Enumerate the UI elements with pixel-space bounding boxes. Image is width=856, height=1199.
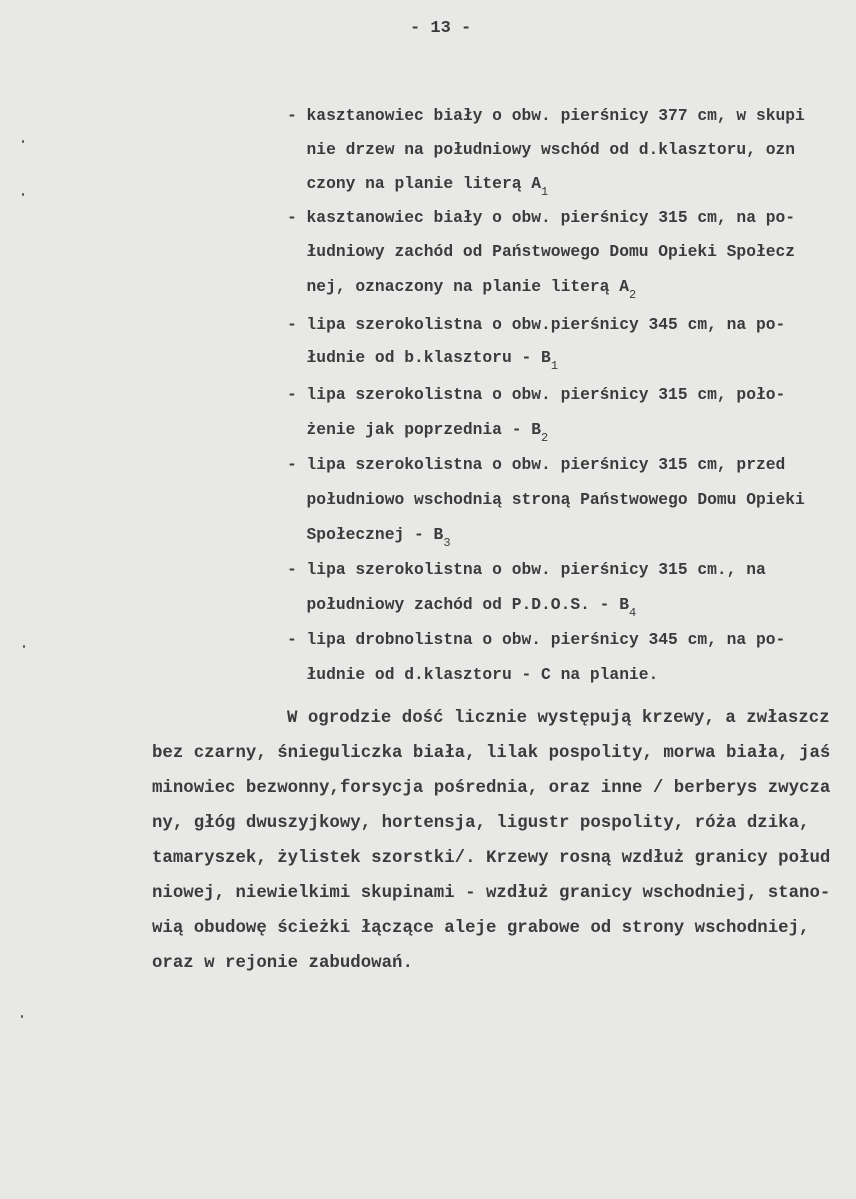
list-line: - lipa szerokolistna o obw. pierśnicy 315 cm, poło- bbox=[287, 385, 786, 404]
list-line: nie drzew na południowy wschód od d.klasztoru, ozn bbox=[287, 140, 796, 159]
list-line: południowo wschodnią stroną Państwowego Domu Opieki bbox=[287, 490, 805, 509]
list-line-text: Społecznej - B bbox=[287, 525, 444, 544]
list-line bbox=[287, 595, 637, 620]
list-line-text: południowy zachód od P.D.O.S. - B bbox=[287, 595, 629, 614]
margin-mark bbox=[22, 140, 24, 143]
subscript: 2 bbox=[628, 288, 637, 302]
list-line bbox=[287, 277, 637, 302]
margin-mark bbox=[21, 1015, 23, 1018]
list-line bbox=[287, 420, 549, 445]
margin-mark bbox=[23, 645, 25, 648]
list-line: łudniowy zachód od Państwowego Domu Opieki Społecz bbox=[287, 242, 796, 261]
subscript: 2 bbox=[541, 431, 549, 445]
subscript: 3 bbox=[443, 536, 451, 550]
list-line bbox=[287, 525, 451, 550]
list-line: - lipa szerokolistna o obw. pierśnicy 315 cm., na bbox=[287, 560, 766, 579]
list-line-text: żenie jak poprzednia - B bbox=[287, 420, 542, 439]
list-line bbox=[287, 174, 549, 199]
list-line: - lipa szerokolistna o obw. pierśnicy 315 cm, przed bbox=[287, 455, 786, 474]
list-line: - lipa drobnolistna o obw. pierśnicy 345 cm, na po- bbox=[287, 630, 786, 649]
margin-mark bbox=[22, 193, 24, 196]
paragraph-line: W ogrodzie dość licznie występują krzewy, a zwłaszcz bbox=[287, 709, 830, 728]
subscript: 1 bbox=[541, 185, 549, 199]
list-line: łudnie od d.klasztoru - C na planie. bbox=[287, 665, 659, 684]
list-line bbox=[287, 348, 559, 373]
list-line-text: nej, oznaczony na planie literą A bbox=[287, 277, 629, 296]
paragraph-line: ny, głóg dwuszyjkowy, hortensja, ligustr pospolity, róża dzika, bbox=[152, 814, 810, 833]
paragraph-line: wią obudowę ścieżki łączące aleje grabowe od strony wschodniej, bbox=[152, 919, 810, 938]
list-line: - kasztanowiec biały o obw. pierśnicy 315 cm, na po- bbox=[287, 208, 796, 227]
list-line: - kasztanowiec biały o obw. pierśnicy 377 cm, w skupi bbox=[287, 106, 805, 125]
paragraph-line: tamaryszek, żylistek szorstki/. Krzewy rosną wzdłuż granicy połud bbox=[152, 849, 831, 868]
list-line: - lipa szerokolistna o obw.pierśnicy 345 cm, na po- bbox=[287, 315, 786, 334]
list-line-text: czony na planie literą A bbox=[287, 174, 542, 193]
paragraph-line: minowiec bezwonny,forsycja pośrednia, oraz inne / berberys zwycza bbox=[152, 779, 831, 798]
page-number: - 13 - bbox=[410, 19, 472, 38]
paragraph-line: niowej, niewielkimi skupinami - wzdłuż granicy wschodniej, stano- bbox=[152, 884, 831, 903]
paragraph-line: oraz w rejonie zabudowań. bbox=[152, 954, 413, 973]
list-line-text: łudnie od b.klasztoru - B bbox=[287, 348, 551, 367]
paragraph-line: bez czarny, śnieguliczka biała, lilak pospolity, morwa biała, jaś bbox=[152, 744, 831, 763]
subscript: 1 bbox=[550, 359, 559, 373]
subscript: 4 bbox=[628, 606, 637, 620]
